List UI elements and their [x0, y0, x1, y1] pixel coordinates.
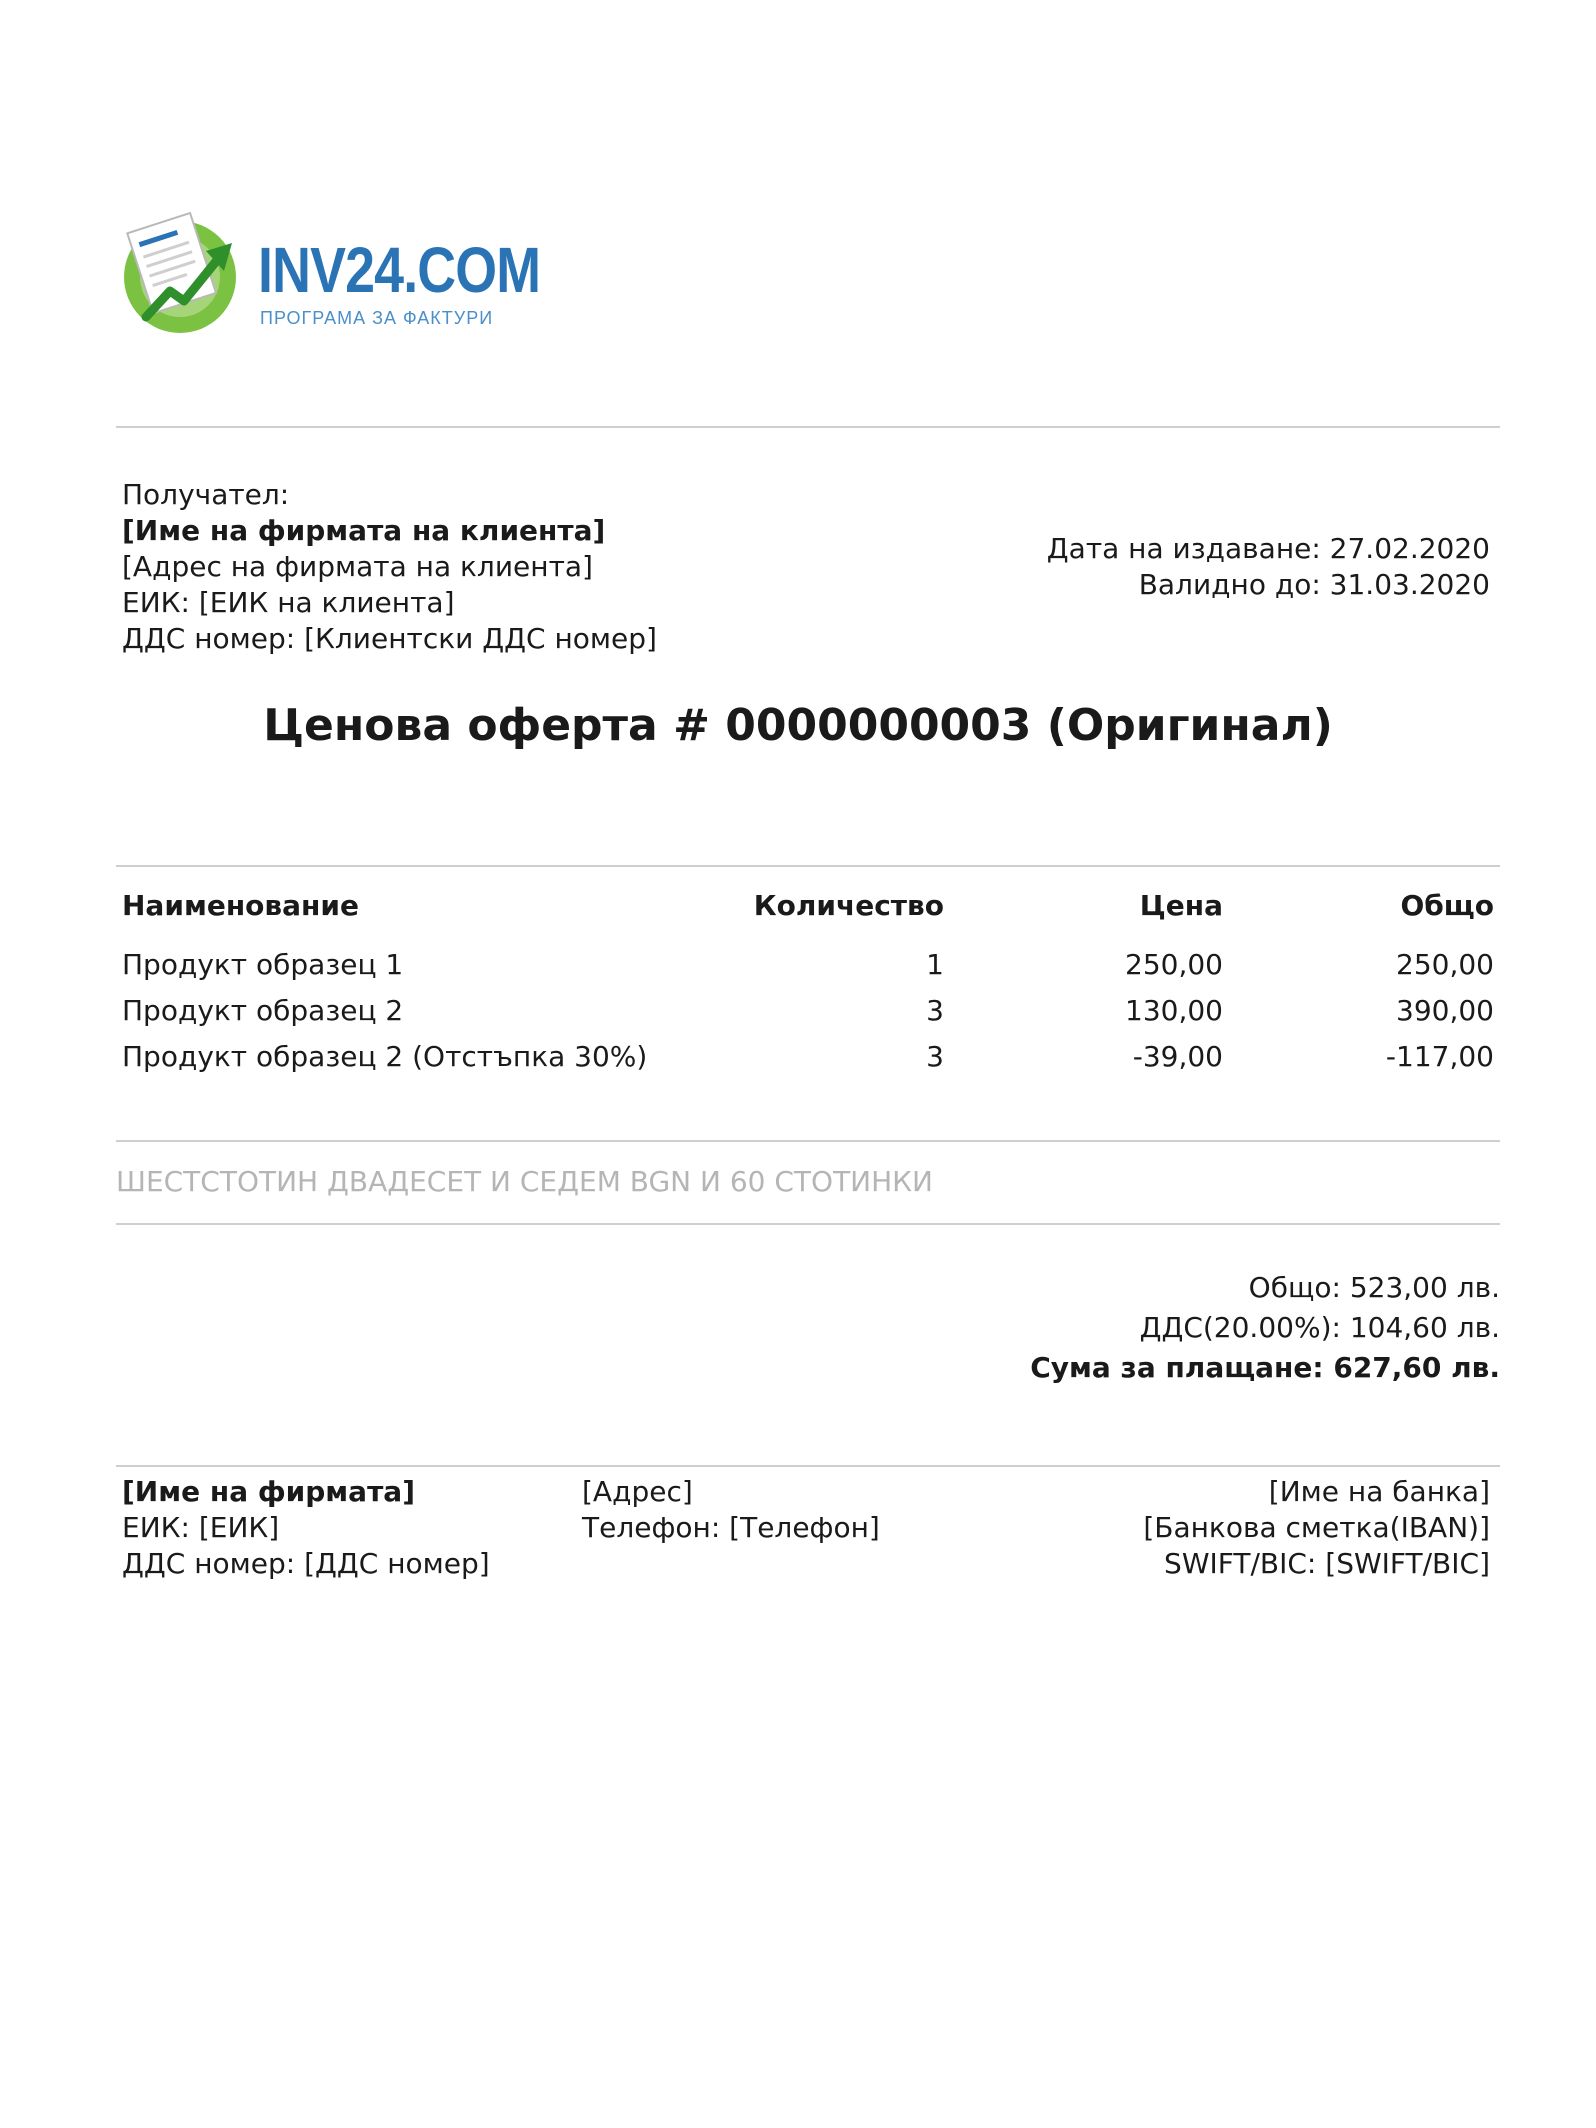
footer-bank-name: [Име на банка] [1268, 1475, 1490, 1508]
item-total: -117,00 [1385, 1040, 1494, 1073]
words-divider [116, 1223, 1500, 1225]
item-total: 250,00 [1396, 948, 1494, 981]
recipient-address: [Адрес на фирмата на клиента] [122, 550, 593, 583]
col-header-total: Общо [1400, 889, 1494, 922]
item-qty: 3 [926, 1040, 944, 1073]
valid-until-date: Валидно до: 31.03.2020 [1138, 568, 1490, 601]
footer-bank-block [1143, 1474, 1490, 1582]
logo-wordmark: INV24.COM [258, 234, 541, 306]
footer-divider [116, 1465, 1500, 1467]
header-divider [116, 426, 1500, 428]
table-row [116, 988, 1500, 1034]
item-qty: 3 [926, 994, 944, 1027]
recipient-block [122, 477, 657, 657]
recipient-vat: ДДС номер: [Клиентски ДДС номер] [122, 622, 657, 655]
company-logo [118, 205, 541, 345]
logo-icon [118, 205, 248, 335]
item-qty: 1 [926, 948, 944, 981]
col-header-qty: Количество [753, 889, 944, 922]
table-header-row [116, 888, 1500, 942]
recipient-eik: ЕИК: [ЕИК на клиента] [122, 586, 455, 619]
table-top-divider [116, 865, 1500, 867]
item-price: 130,00 [1125, 994, 1223, 1027]
footer-phone: Телефон: [Телефон] [582, 1511, 880, 1544]
item-total: 390,00 [1396, 994, 1494, 1027]
footer-address: [Адрес] [582, 1475, 693, 1508]
table-row [116, 942, 1500, 988]
item-name: Продукт образец 2 (Отстъпка 30%) [122, 1040, 648, 1073]
footer-iban: [Банкова сметка(IBAN)] [1143, 1511, 1490, 1544]
footer-swift: SWIFT/BIC: [SWIFT/BIC] [1164, 1547, 1490, 1580]
amount-due: Сума за плащане: 627,60 лв. [1030, 1351, 1500, 1384]
recipient-company: [Име на фирмата на клиента] [122, 514, 606, 547]
footer-company-block [122, 1474, 490, 1582]
item-price: 250,00 [1125, 948, 1223, 981]
footer-vat: ДДС номер: [ДДС номер] [122, 1547, 490, 1580]
subtotal: Общо: 523,00 лв. [1248, 1271, 1500, 1304]
logo-tagline: ПРОГРАМА ЗА ФАКТУРИ [260, 308, 494, 328]
table-bottom-divider [116, 1140, 1500, 1142]
issue-date: Дата на издаване: 27.02.2020 [1046, 532, 1490, 565]
item-name: Продукт образец 2 [122, 994, 404, 1027]
amount-in-words: ШЕСТСТОТИН ДВАДЕСЕТ И СЕДЕМ BGN И 60 СТОТИНКИ [116, 1165, 934, 1198]
recipient-label: Получател: [122, 478, 290, 511]
col-header-price: Цена [1139, 889, 1223, 922]
footer-contact-block [582, 1474, 880, 1546]
footer-company-name: [Име на фирмата] [122, 1475, 415, 1508]
vat-amount: ДДС(20.00%): 104,60 лв. [1139, 1311, 1500, 1344]
items-table [116, 888, 1500, 1080]
totals-block [1030, 1268, 1500, 1388]
dates-block [1047, 531, 1490, 603]
table-row [116, 1034, 1500, 1080]
footer-eik: ЕИК: [ЕИК] [122, 1511, 280, 1544]
document-title: Ценова оферта # 0000000003 (Оригинал) [263, 700, 1333, 751]
item-name: Продукт образец 1 [122, 948, 404, 981]
col-header-name: Наименование [122, 889, 359, 922]
item-price: -39,00 [1132, 1040, 1223, 1073]
